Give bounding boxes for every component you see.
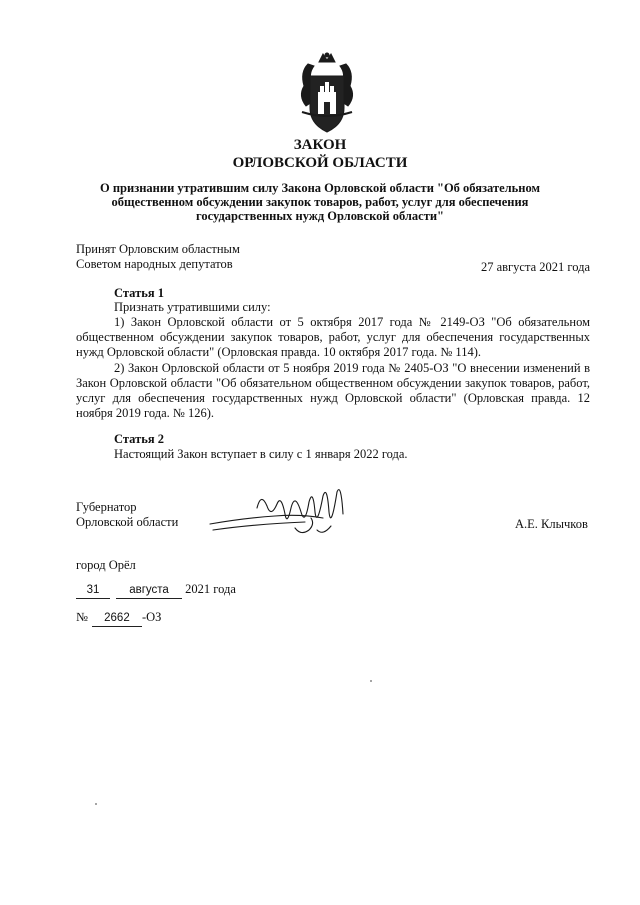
signing-year: 2021 года [185, 582, 236, 596]
governor-title-line2: Орловской области [76, 515, 179, 529]
law-title: ЗАКОН [293, 137, 347, 153]
coat-of-arms-icon [296, 52, 358, 134]
signing-month: августа [116, 583, 182, 599]
signing-day: 31 [76, 583, 110, 599]
law-subject: О признании утратившим силу Закона Орловской области "Об обязательном общественном обсуждении закупок товаров, работ, услуг для обеспечения государственных нужд Орловской области" [100, 181, 540, 223]
scan-speck [370, 680, 372, 682]
law-number-suffix: -ОЗ [141, 610, 162, 624]
adopted-by-line1: Принят Орловским областным [76, 242, 240, 256]
governor-title-line1: Губернатор [76, 500, 137, 514]
article1-intro: Признать утратившими силу: [114, 300, 271, 314]
adopted-by-line2: Советом народных депутатов [76, 257, 233, 271]
article1-heading: Статья 1 [114, 286, 164, 300]
law-number: 2662 [92, 611, 142, 627]
scan-speck [95, 803, 97, 805]
adoption-date: 27 августа 2021 года [480, 260, 590, 274]
governor-name: А.Е. Клычков [515, 517, 588, 531]
article2-text: Настоящий Закон вступает в силу с 1 января 2022 года. [114, 447, 408, 461]
article2-heading: Статья 2 [114, 432, 164, 446]
number-sign: № [76, 610, 88, 624]
article1-item1: 1) Закон Орловской области от 5 октября 2017 года № 2149-ОЗ "Об обязательном общественном обсуждении закупок товаров, работ, услуг для обеспечения государственных нужд Орловской области" (Орловская правда. 10 октября 2017 года. № 114). [76, 315, 590, 359]
signing-date-row [76, 582, 236, 599]
law-region-title: ОРЛОВСКОЙ ОБЛАСТИ [232, 155, 408, 171]
handwritten-signature [205, 478, 355, 548]
place-of-signing: город Орёл [76, 558, 136, 572]
law-number-row [76, 610, 161, 627]
article1-item2: 2) Закон Орловской области от 5 ноября 2019 года № 2405-ОЗ "О внесении изменений в Закон Орловской области "Об обязательном общественном обсуждении закупок товаров, работ, услуг для обеспечения государственных нужд Орловской области" (Орловская правда. 12 ноября 2019 года. № 126). [76, 361, 590, 420]
